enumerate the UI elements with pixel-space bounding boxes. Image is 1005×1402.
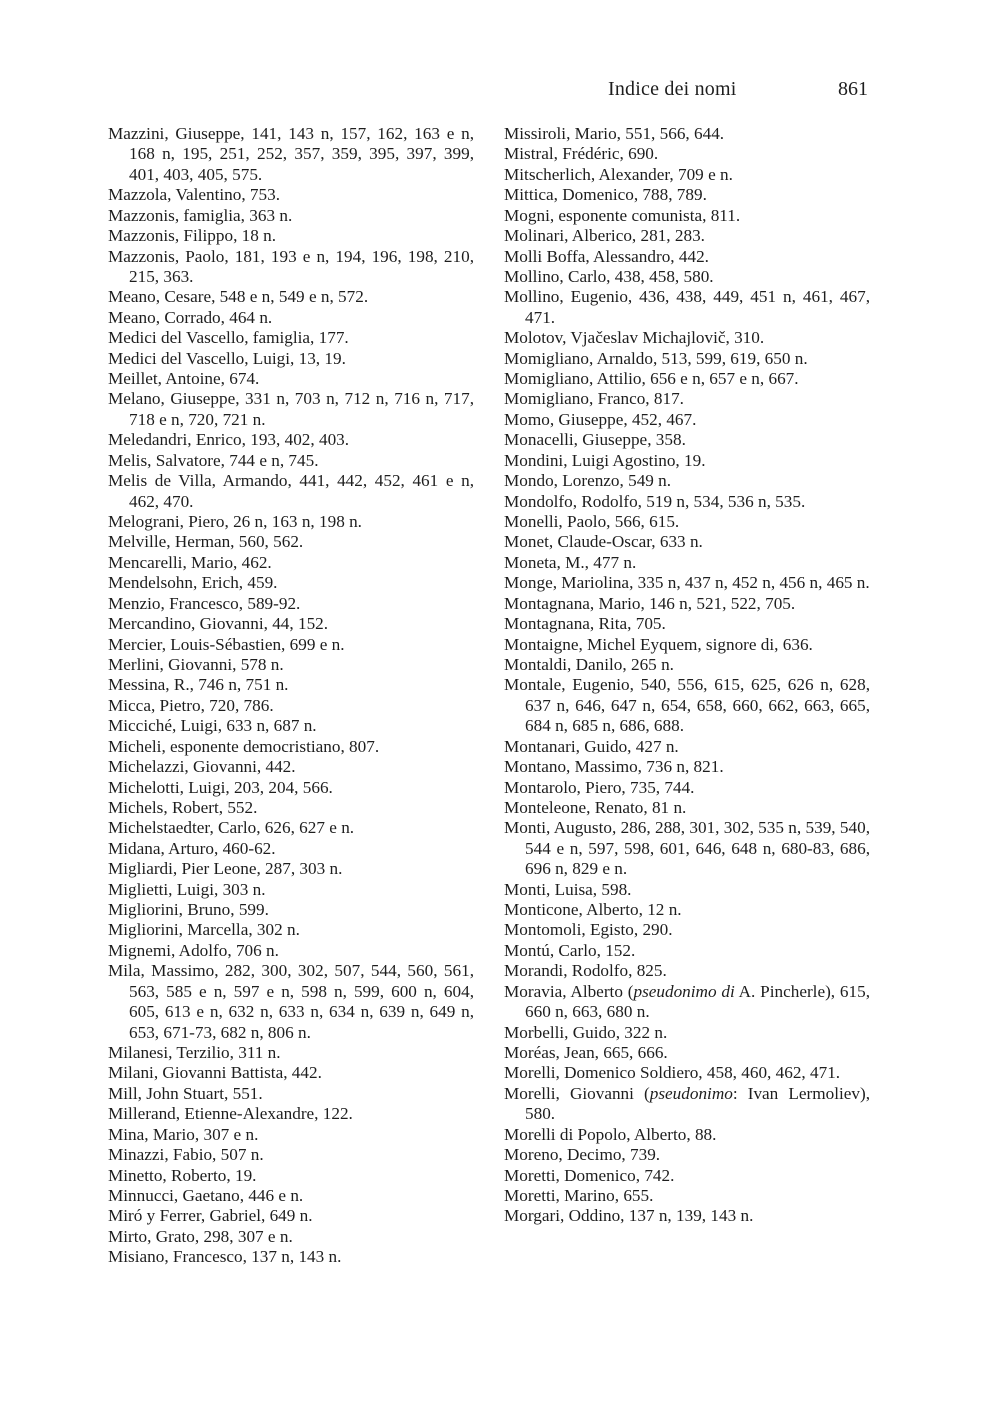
index-entry: Meillet, Antoine, 674. bbox=[108, 369, 260, 389]
index-entry: Mill, John Stuart, 551. bbox=[108, 1083, 263, 1103]
index-entry: Mazzonis, famiglia, 363 n. bbox=[108, 205, 293, 225]
index-entry: Merlini, Giovanni, 578 n. bbox=[108, 654, 284, 674]
index-entry-text: A. Pincherle), 615, 660 n, 663, 680 n. bbox=[525, 981, 871, 1022]
index-entry: Meano, Corrado, 464 n. bbox=[108, 307, 273, 327]
index-entry: Momo, Giuseppe, 452, 467. bbox=[504, 409, 697, 429]
index-entry: Mazzola, Valentino, 753. bbox=[108, 185, 280, 205]
index-entry: Medici del Vascello, famiglia, 177. bbox=[108, 328, 349, 348]
index-entry: Melograni, Piero, 26 n, 163 n, 198 n. bbox=[108, 512, 362, 532]
page-number: 861 bbox=[838, 78, 868, 100]
index-entry: Michelotti, Luigi, 203, 204, 566. bbox=[108, 777, 333, 797]
index-entry: Minetto, Roberto, 19. bbox=[108, 1165, 257, 1185]
index-entry: Messina, R., 746 n, 751 n. bbox=[108, 675, 289, 695]
index-entry: Millerand, Etienne-Alexandre, 122. bbox=[108, 1104, 353, 1124]
index-entry: Mendelsohn, Erich, 459. bbox=[108, 573, 278, 593]
index-entry: Monteleone, Renato, 81 n. bbox=[504, 797, 687, 817]
index-entry: Minnucci, Gaetano, 446 e n. bbox=[108, 1185, 304, 1205]
index-entry: Mirto, Grato, 298, 307 e n. bbox=[108, 1226, 293, 1246]
index-entry: Montale, Eugenio, 540, 556, 615, 625, 626 n, 628, 637 n, 646, 647 n, 654, 658, 660, 662, 663, 665, 684 n, 685 n, 686, 688. bbox=[504, 675, 870, 736]
index-entry: Milanesi, Terzilio, 311 n. bbox=[108, 1042, 281, 1062]
index-entry: Monacelli, Giuseppe, 358. bbox=[504, 430, 686, 450]
index-entry: Medici del Vascello, Luigi, 13, 19. bbox=[108, 348, 346, 368]
index-column-right bbox=[504, 124, 870, 1227]
index-entry: Morelli, Domenico Soldiero, 458, 460, 462, 471. bbox=[504, 1063, 841, 1083]
index-entry: Midana, Arturo, 460-62. bbox=[108, 838, 276, 858]
index-entry: Micciché, Luigi, 633 n, 687 n. bbox=[108, 716, 317, 736]
index-entry: Moretti, Domenico, 742. bbox=[504, 1165, 675, 1185]
index-entry: Mollino, Eugenio, 436, 438, 449, 451 n, 461, 467, 471. bbox=[504, 287, 870, 327]
index-entry: Monelli, Paolo, 566, 615. bbox=[504, 512, 680, 532]
index-entry: Migliardi, Pier Leone, 287, 303 n. bbox=[108, 859, 343, 879]
index-entry: Milani, Giovanni Battista, 442. bbox=[108, 1063, 322, 1083]
index-entry: Moretti, Marino, 655. bbox=[504, 1185, 654, 1205]
index-entry: Montarolo, Piero, 735, 744. bbox=[504, 777, 695, 797]
index-entry: Montano, Massimo, 736 n, 821. bbox=[504, 757, 724, 777]
index-entry: Mogni, esponente comunista, 811. bbox=[504, 205, 741, 225]
index-entry: Missiroli, Mario, 551, 566, 644. bbox=[504, 124, 725, 143]
index-entry: Miglietti, Luigi, 303 n. bbox=[108, 879, 266, 899]
index-entry: Misiano, Francesco, 137 n, 143 n. bbox=[108, 1247, 342, 1267]
index-entry-text: : Ivan Lermoliev), 580. bbox=[525, 1083, 870, 1124]
index-entry: Michelstaedter, Carlo, 626, 627 e n. bbox=[108, 818, 355, 838]
index-entry-text: Moravia, Alberto ( bbox=[504, 981, 634, 1001]
index-entry: Migliorini, Marcella, 302 n. bbox=[108, 920, 300, 940]
index-entry: Melis de Villa, Armando, 441, 442, 452, 461 e n, 462, 470. bbox=[108, 471, 474, 511]
index-entry: Mazzonis, Filippo, 18 n. bbox=[108, 226, 277, 246]
index-entry: Melano, Giuseppe, 331 n, 703 n, 712 n, 716 n, 717, 718 e n, 720, 721 n. bbox=[108, 389, 474, 429]
index-entry: Monti, Augusto, 286, 288, 301, 302, 535 n, 539, 540, 544 e n, 597, 598, 601, 646, 648 n, 680-83, 686, 696 n, 829 e n. bbox=[504, 818, 870, 879]
index-entry: Montú, Carlo, 152. bbox=[504, 940, 636, 960]
index-entry: Mondolfo, Rodolfo, 519 n, 534, 536 n, 535. bbox=[504, 491, 806, 511]
index-entry bbox=[504, 982, 870, 1023]
index-entry: Morbelli, Guido, 322 n. bbox=[504, 1022, 668, 1042]
index-entry: Mencarelli, Mario, 462. bbox=[108, 552, 272, 572]
index-entry: Mercier, Louis-Sébastien, 699 e n. bbox=[108, 634, 345, 654]
index-entry: Meano, Cesare, 548 e n, 549 e n, 572. bbox=[108, 287, 369, 307]
index-entry: Morandi, Rodolfo, 825. bbox=[504, 961, 667, 981]
index-entry-text: Morelli, Giovanni ( bbox=[504, 1083, 650, 1103]
index-entry: Momigliano, Attilio, 656 e n, 657 e n, 667. bbox=[504, 369, 799, 389]
index-entry: Mazzonis, Paolo, 181, 193 e n, 194, 196, 198, 210, 215, 363. bbox=[108, 246, 474, 286]
index-entry-italic: pseudonimo bbox=[649, 1083, 733, 1103]
index-entry: Mina, Mario, 307 e n. bbox=[108, 1124, 259, 1144]
index-entry: Moréas, Jean, 665, 666. bbox=[504, 1042, 668, 1062]
index-entry: Mitscherlich, Alexander, 709 e n. bbox=[504, 164, 733, 184]
index-entry: Mittica, Domenico, 788, 789. bbox=[504, 185, 707, 205]
index-entry: Molotov, Vjačeslav Michajlovič, 310. bbox=[504, 328, 765, 348]
index-entry: Monticone, Alberto, 12 n. bbox=[504, 900, 682, 920]
index-entry bbox=[504, 1084, 870, 1125]
index-entry: Monti, Luisa, 598. bbox=[504, 879, 632, 899]
index-entry: Mazzini, Giuseppe, 141, 143 n, 157, 162, 163 e n, 168 n, 195, 251, 252, 357, 359, 395, 397, 399, 401, 403, 405, 575. bbox=[108, 124, 474, 184]
running-title: Indice dei nomi bbox=[608, 78, 737, 100]
index-entry: Mignemi, Adolfo, 706 n. bbox=[108, 940, 279, 960]
index-entry: Montomoli, Egisto, 290. bbox=[504, 920, 673, 940]
index-entry: Mercandino, Giovanni, 44, 152. bbox=[108, 614, 329, 634]
running-header bbox=[0, 78, 1005, 108]
index-entry: Menzio, Francesco, 589-92. bbox=[108, 593, 301, 613]
index-entry: Montaigne, Michel Eyquem, signore di, 636. bbox=[504, 634, 813, 654]
index-entry: Mondo, Lorenzo, 549 n. bbox=[504, 471, 672, 491]
index-entry: Mondini, Luigi Agostino, 19. bbox=[504, 450, 706, 470]
index-entry: Monge, Mariolina, 335 n, 437 n, 452 n, 456 n, 465 n. bbox=[504, 573, 870, 593]
index-entry: Melis, Salvatore, 744 e n, 745. bbox=[108, 450, 319, 470]
index-entry: Moneta, M., 477 n. bbox=[504, 552, 637, 572]
index-entry: Michelazzi, Giovanni, 442. bbox=[108, 757, 296, 777]
index-entry: Momigliano, Franco, 817. bbox=[504, 389, 684, 409]
index-entry: Monet, Claude-Oscar, 633 n. bbox=[504, 532, 703, 552]
index-entry: Molli Boffa, Alessandro, 442. bbox=[504, 246, 709, 266]
index-entry: Micca, Pietro, 720, 786. bbox=[108, 695, 274, 715]
index-entry: Montagnana, Rita, 705. bbox=[504, 614, 666, 634]
index-entry: Montagnana, Mario, 146 n, 521, 522, 705. bbox=[504, 593, 796, 613]
index-entry: Molinari, Alberico, 281, 283. bbox=[504, 226, 705, 246]
index-entry: Minazzi, Fabio, 507 n. bbox=[108, 1145, 264, 1165]
index-entry: Mistral, Frédéric, 690. bbox=[504, 144, 659, 164]
index-entry: Morelli di Popolo, Alberto, 88. bbox=[504, 1124, 717, 1144]
index-entry: Montanari, Guido, 427 n. bbox=[504, 736, 679, 756]
index-entry: Michels, Robert, 552. bbox=[108, 797, 258, 817]
index-entry: Micheli, esponente democristiano, 807. bbox=[108, 736, 380, 756]
index-entry: Moreno, Decimo, 739. bbox=[504, 1145, 661, 1165]
index-column-left bbox=[108, 124, 474, 1268]
index-entry: Montaldi, Danilo, 265 n. bbox=[504, 654, 674, 674]
index-entry-italic: pseudonimo di bbox=[633, 981, 735, 1001]
index-entry: Momigliano, Arnaldo, 513, 599, 619, 650 n. bbox=[504, 348, 808, 368]
index-entry: Meledandri, Enrico, 193, 402, 403. bbox=[108, 430, 350, 450]
index-entry: Melville, Herman, 560, 562. bbox=[108, 532, 304, 552]
index-entry: Miró y Ferrer, Gabriel, 649 n. bbox=[108, 1206, 313, 1226]
index-entry: Migliorini, Bruno, 599. bbox=[108, 900, 269, 920]
index-entry: Mollino, Carlo, 438, 458, 580. bbox=[504, 266, 714, 286]
index-entry: Morgari, Oddino, 137 n, 139, 143 n. bbox=[504, 1206, 754, 1226]
index-entry: Mila, Massimo, 282, 300, 302, 507, 544, 560, 561, 563, 585 e n, 597 e n, 598 n, 599, 600 n, 604, 605, 613 e n, 632 n, 633 n, 634 n, 639 n, 649 n, 653, 671-73, 682 n, 806 n. bbox=[108, 961, 474, 1042]
